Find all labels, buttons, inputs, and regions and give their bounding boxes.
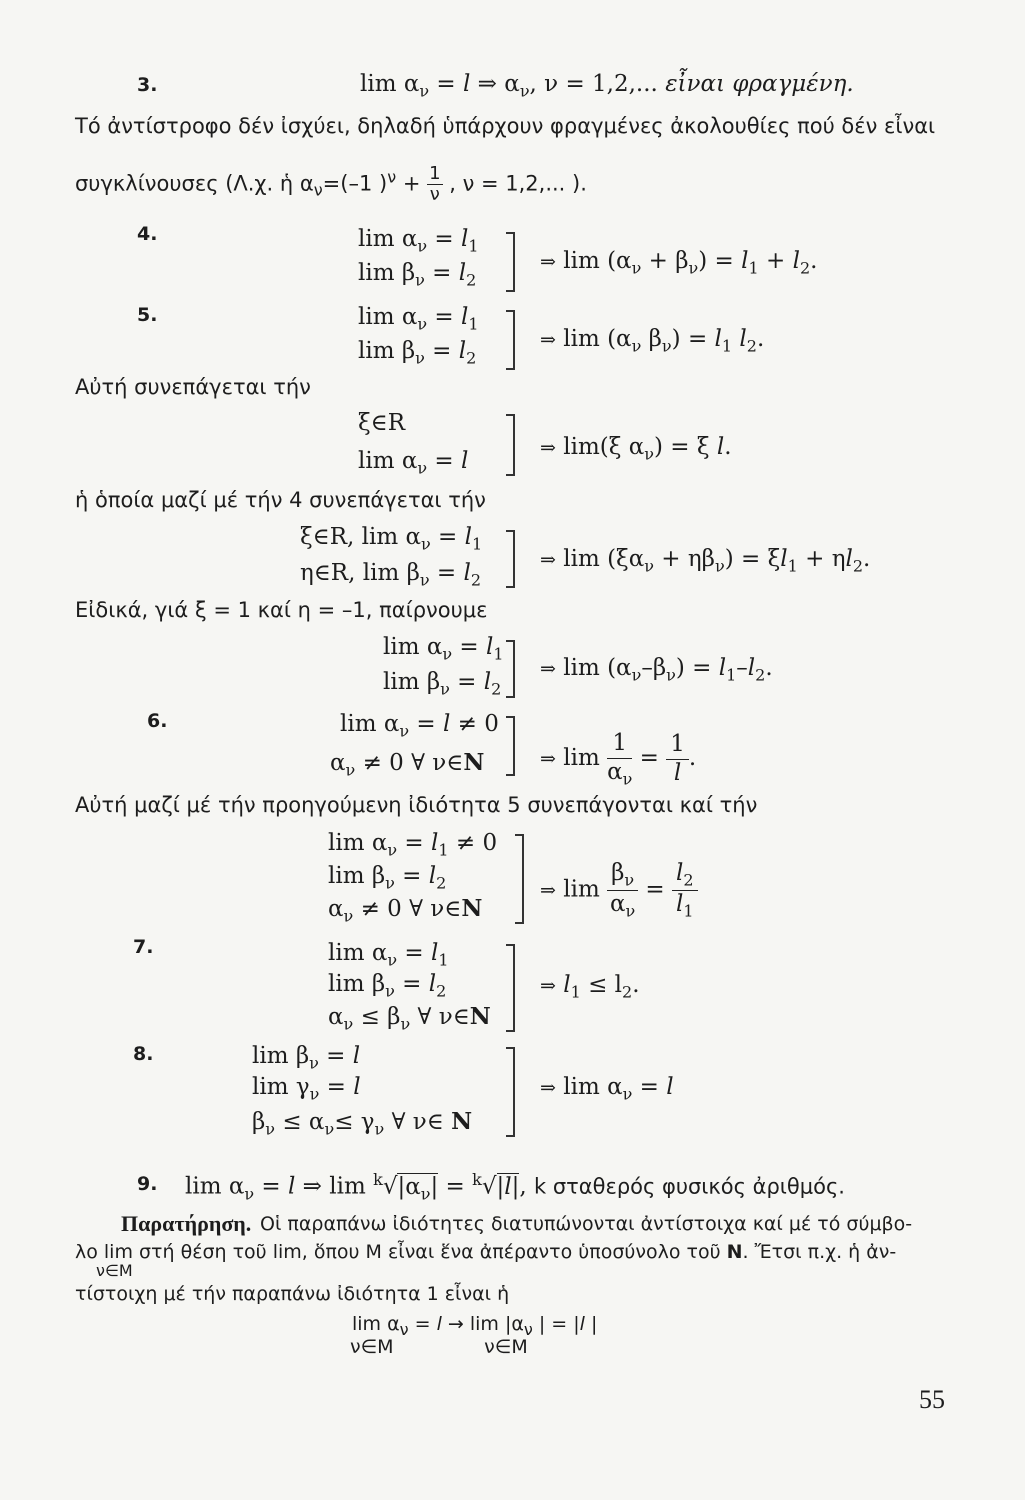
- item-number-4: 4.: [137, 223, 158, 245]
- property-7-line-1: $\lim \alpha_\nu = l_1$: [328, 940, 449, 970]
- remark-formula: $\lim \alpha_\nu = l \to \lim |\alpha_\nu$ | = |l |: [352, 1313, 598, 1339]
- property-4-line-2: $\lim \beta_\nu = l_2$: [358, 260, 477, 290]
- text-consequence-3: Αὐτή μαζί μέ τήν προηγούμενη ἰδιότητα 5 συνεπάγονται καί τήν: [75, 793, 758, 817]
- property-5d-result: ⇒ $\lim (\alpha_\nu-\beta_\nu) = l_1-l_2$.: [540, 655, 773, 685]
- brace: [506, 310, 515, 370]
- brace: [506, 414, 515, 476]
- brace: [515, 834, 524, 924]
- remark-subscript: ν∈M: [96, 1261, 133, 1280]
- page-number: 55: [919, 1385, 945, 1414]
- remark-formula-subscripts: ν∈M ν∈M: [350, 1336, 528, 1358]
- remark-text-3: τίστοιχη μέ τήν παραπάνω ἰδιότητα 1 εἶναι ἡ: [75, 1283, 510, 1305]
- property-5c-result: ⇒ $\lim (\xi\alpha_\nu + \eta\beta_\nu) = \xi l_1 + \eta l_2$.: [540, 546, 871, 576]
- property-5-line-1: $\lim \alpha_\nu = l_1$: [358, 304, 479, 334]
- property-5d-line-2: $\lim \beta_\nu = l_2$: [383, 669, 502, 699]
- property-6b-line-1: $\lim \alpha_\nu = l_1 \ne 0$: [328, 830, 498, 860]
- property-8-line-1: $\lim \beta_\nu = l$: [252, 1043, 361, 1073]
- property-5b-line-1: ξ∈R: [358, 410, 406, 436]
- property-3-formula: $\lim \alpha_\nu = l$ ⇒ $\alpha_\nu$, ν = 1,2,... εἶναι φραγμένη.: [360, 71, 854, 101]
- property-5-line-2: $\lim \beta_\nu = l_2$: [358, 338, 477, 368]
- item-number-3: 3.: [137, 74, 158, 96]
- property-8-line-3: $\beta_\nu \le \alpha_\nu\le \gamma_\nu$ ∀ ν∈ N: [252, 1108, 473, 1139]
- property-6b-line-2: $\lim \beta_\nu = l_2$: [328, 863, 447, 893]
- property-6b-result: ⇒ lim $\frac{\beta_\nu}{\alpha_\nu}$ = $\frac{l_2}{l_1}$: [540, 860, 698, 921]
- property-3-text-1: Τό ἀντίστροφο δέν ἰσχύει, δηλαδή ὑπάρχουν φραγμένες ἀκολουθίες πού δέν εἶναι: [75, 114, 936, 138]
- text-consequence-1: Αὐτή συνεπάγεται τήν: [75, 375, 311, 399]
- property-4-line-1: $\lim \alpha_\nu = l_1$: [358, 226, 479, 256]
- brace: [506, 232, 515, 292]
- property-5c-line-2: η∈R, $\lim \beta_\nu = l_2$: [300, 560, 482, 590]
- brace: [506, 716, 515, 776]
- property-6-line-1: $\lim \alpha_\nu = l \ne 0$: [340, 711, 499, 741]
- property-3-text-2: συγκλίνουσες (Λ.χ. ἡ $\alpha_\nu=(-1$ )$^\nu$ + $\frac{1}{\nu}$ , ν = 1,2,... ).: [75, 163, 587, 205]
- item-number-8: 8.: [133, 1043, 154, 1065]
- item-number-7: 7.: [133, 936, 154, 958]
- property-5b-result: ⇒ lim(ξ $\alpha_\nu) = \xi$ l.: [540, 434, 732, 464]
- property-7-line-3: $\alpha_\nu \le \beta_\nu$ ∀ ν∈N: [328, 1003, 491, 1034]
- property-7-line-2: $\lim \beta_\nu = l_2$: [328, 971, 447, 1001]
- remark-text-2: λο lim στή θέση τοῦ lim, ὅπου M εἶναι ἕνα ἀπέραντο ὑποσύνολο τοῦ N. Ἔτσι π.χ. ἡ ἀν-: [75, 1241, 897, 1263]
- item-number-6: 6.: [147, 710, 168, 732]
- text-consequence-2: ἡ ὁποία μαζί μέ τήν 4 συνεπάγεται τήν: [75, 488, 486, 512]
- property-6b-line-3: $\alpha_\nu \ne 0$ ∀ ν∈N: [328, 895, 483, 926]
- property-5c-line-1: ξ∈R, $\lim \alpha_\nu = l_1$: [300, 524, 483, 554]
- property-5d-line-1: $\lim \alpha_\nu = l_1$: [383, 634, 504, 664]
- brace: [506, 944, 515, 1032]
- property-4-result: ⇒ $\lim (\alpha_\nu + \beta_\nu) = l_1 + l_2$.: [540, 248, 818, 278]
- item-number-5: 5.: [137, 304, 158, 326]
- brace: [506, 640, 515, 698]
- brace: [506, 1047, 515, 1137]
- property-9-formula: $\lim \alpha_\nu = l$ ⇒ $\lim ^k√|\alpha_\nu| = ^k√|l|$, k σταθερός φυσικός ἀριθμός.: [185, 1170, 845, 1204]
- property-5b-line-2: $\lim \alpha_\nu = l$: [358, 448, 469, 478]
- brace: [506, 530, 515, 588]
- property-6-line-2: $\alpha_\nu \ne 0$ ∀ ν∈N: [330, 749, 485, 780]
- property-8-result: ⇒ $\lim \alpha_\nu = l$: [540, 1074, 674, 1104]
- remark-title: Παρατήρηση.: [121, 1211, 252, 1236]
- property-5-result: ⇒ $\lim (\alpha_\nu$ $\beta_\nu) = l_1$ $l_2$.: [540, 326, 765, 356]
- remark-text-1: Οἱ παραπάνω ἰδιότητες διατυπώνονται ἀντίστοιχα καί μέ τό σύμβο-: [260, 1213, 913, 1235]
- property-8-line-2: $\lim \gamma_\nu = l$: [252, 1074, 361, 1104]
- property-6-result: ⇒ lim $\frac{1}{\alpha_\nu}$ = $\frac{1}{l}$ .: [540, 730, 697, 789]
- property-7-result: ⇒ $l_1 \le l_2$.: [540, 972, 640, 1002]
- text-special-case: Εἰδικά, γιά ξ = 1 καί η = –1, παίρνουμε: [75, 598, 488, 622]
- item-number-9: 9.: [137, 1173, 158, 1195]
